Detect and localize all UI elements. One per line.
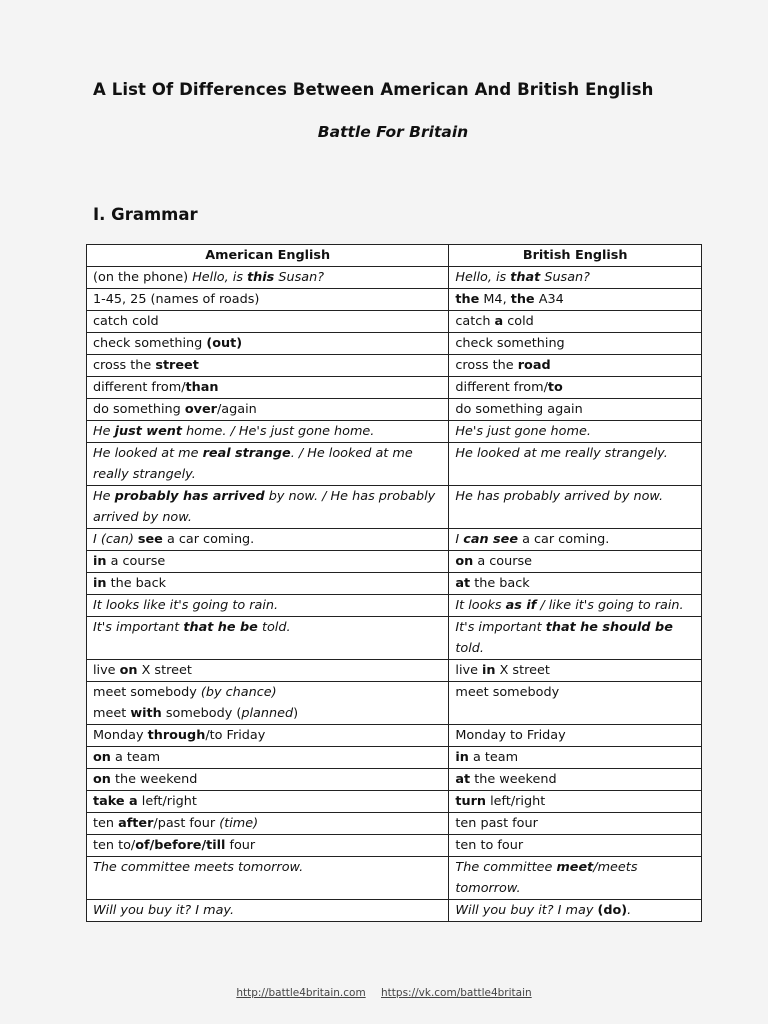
text-run: ten to four (455, 838, 524, 853)
text-run: to (547, 380, 563, 395)
text-run: a course (106, 554, 166, 569)
american-english-cell (87, 660, 449, 682)
british-english-cell (449, 813, 702, 835)
text-run: the (510, 292, 535, 307)
text-run: through (147, 728, 206, 743)
text-run: / like it's going to rain. (536, 598, 684, 613)
text-run: M4, (479, 292, 511, 307)
text-run: Will you buy it? I may. (93, 903, 235, 918)
text-run: 1-45, 25 (names of roads) (93, 292, 260, 307)
text-run: just went (114, 424, 182, 439)
table-row (87, 682, 702, 725)
text-run: at (455, 576, 471, 591)
british-english-cell (449, 791, 702, 813)
header-american-english: American English (87, 245, 449, 267)
text-run: road (517, 358, 551, 373)
text-run: Hello, is (455, 270, 511, 285)
british-english-cell (449, 900, 702, 922)
table-row (87, 289, 702, 311)
american-english-cell (87, 857, 449, 900)
text-run: It looks like it's going to rain. (93, 598, 279, 613)
american-english-cell (87, 355, 449, 377)
american-english-cell (87, 529, 449, 551)
text-run: meet (556, 860, 594, 875)
american-english-cell (87, 443, 449, 486)
text-run: Susan? (274, 270, 325, 285)
text-run: He looked at me (93, 446, 203, 461)
text-run: with (130, 706, 162, 721)
british-english-cell (449, 857, 702, 900)
section-heading-grammar: I. Grammar (93, 205, 198, 224)
text-run: The committee (455, 860, 557, 875)
text-run: the back (470, 576, 530, 591)
text-run: as if (505, 598, 537, 613)
text-run: meet somebody (93, 685, 201, 700)
text-run: do something (93, 402, 185, 417)
text-run: different from/ (93, 380, 186, 395)
text-run: take a (93, 794, 138, 809)
text-run: ) (293, 706, 299, 721)
text-run: cross the (93, 358, 156, 373)
text-run: on (93, 750, 111, 765)
british-english-cell (449, 682, 702, 725)
american-english-cell (87, 595, 449, 617)
text-run: the back (106, 576, 167, 591)
american-english-cell (87, 769, 449, 791)
text-run: that he be (183, 620, 258, 635)
text-run: check something (455, 336, 565, 351)
table-row (87, 813, 702, 835)
text-run: live (455, 663, 483, 678)
text-run: real strange (202, 446, 291, 461)
text-run: (do) (597, 903, 628, 918)
table-body (87, 267, 702, 922)
british-english-cell (449, 377, 702, 399)
text-run: (time) (219, 816, 259, 831)
table-row (87, 769, 702, 791)
american-english-cell (87, 399, 449, 421)
text-run: a team (110, 750, 161, 765)
text-run: a car coming. (162, 532, 255, 547)
american-english-cell (87, 900, 449, 922)
american-english-cell (87, 813, 449, 835)
table-row (87, 443, 702, 486)
table-row (87, 399, 702, 421)
text-run: The committee meets tomorrow. (93, 860, 304, 875)
text-run: street (155, 358, 199, 373)
text-run: /meets tomorrow. (455, 860, 638, 896)
text-run: left/right (486, 794, 546, 809)
text-run: catch (455, 314, 495, 329)
american-english-cell (87, 835, 449, 857)
text-run: He's just gone home. (455, 424, 591, 439)
text-run: (by chance) (200, 685, 277, 700)
header-british-english: British English (449, 245, 702, 267)
american-english-cell (87, 573, 449, 595)
table-row (87, 900, 702, 922)
british-english-cell (449, 355, 702, 377)
text-run: live (93, 663, 120, 678)
american-english-cell (87, 486, 449, 529)
text-run: on (119, 663, 138, 678)
text-run: It's important (93, 620, 184, 635)
text-run: can see (463, 532, 518, 547)
british-english-cell (449, 725, 702, 747)
table-row (87, 311, 702, 333)
table-row (87, 421, 702, 443)
text-run: in (482, 663, 496, 678)
text-run: over (184, 402, 217, 417)
british-english-cell (449, 399, 702, 421)
text-run: the (455, 292, 480, 307)
text-run: left/right (137, 794, 197, 809)
text-run: cold (503, 314, 534, 329)
british-english-cell (449, 486, 702, 529)
text-run: a team (468, 750, 519, 765)
text-run: home. / He's just gone home. (182, 424, 375, 439)
text-run: /to Friday (205, 728, 266, 743)
text-run: different from/ (455, 380, 548, 395)
american-english-cell (87, 617, 449, 660)
american-english-cell (87, 333, 449, 355)
table-row (87, 791, 702, 813)
text-run: check something (93, 336, 207, 351)
text-run: /past four (153, 816, 220, 831)
text-run: . / He looked at me really strangely. (93, 446, 413, 482)
table-row (87, 595, 702, 617)
text-run: told. (257, 620, 291, 635)
text-run: ten to/ (93, 838, 136, 853)
text-run: somebody ( (161, 706, 242, 721)
document-subtitle: Battle For Britain (317, 123, 469, 141)
text-run: It's important (455, 620, 546, 635)
text-run: X street (137, 663, 192, 678)
footer (0, 987, 768, 999)
text-run: of/before/till (135, 838, 226, 853)
text-run: A34 (534, 292, 564, 307)
british-english-cell (449, 595, 702, 617)
text-run: meet somebody (455, 685, 560, 700)
text-run: (on the phone) (93, 270, 193, 285)
british-english-cell (449, 333, 702, 355)
british-english-cell (449, 617, 702, 660)
text-run: probably has arrived (114, 489, 265, 504)
text-run: ten (93, 816, 119, 831)
text-run: He (93, 489, 115, 504)
text-run: I (can) (93, 532, 138, 547)
text-run: that he should be (545, 620, 673, 635)
text-run: catch cold (93, 314, 159, 329)
table-row (87, 747, 702, 769)
british-english-cell (449, 529, 702, 551)
table-row (87, 551, 702, 573)
british-english-cell (449, 421, 702, 443)
text-run: after (118, 816, 154, 831)
british-english-cell (449, 551, 702, 573)
text-run: He (93, 424, 115, 439)
american-english-cell (87, 421, 449, 443)
text-run: the weekend (110, 772, 198, 787)
text-run: He looked at me really strangely. (455, 446, 668, 461)
text-run: a car coming. (518, 532, 610, 547)
text-run: (out) (206, 336, 243, 351)
text-run: Monday (93, 728, 148, 743)
table-row (87, 573, 702, 595)
footer-link-vk[interactable]: https://vk.com/battle4britain (381, 987, 532, 999)
text-run: . (627, 903, 632, 918)
american-english-cell (87, 551, 449, 573)
text-run: Hello, is (192, 270, 248, 285)
british-english-cell (449, 311, 702, 333)
text-run: I (455, 532, 464, 547)
text-run: Susan? (540, 270, 590, 285)
table-row (87, 835, 702, 857)
text-run: in (93, 576, 107, 591)
american-english-cell (87, 311, 449, 333)
american-english-cell (87, 267, 449, 289)
american-english-cell (87, 747, 449, 769)
text-run: a course (473, 554, 533, 569)
table-row (87, 857, 702, 900)
text-run: this (247, 270, 275, 285)
table-row (87, 333, 702, 355)
text-run: turn (455, 794, 487, 809)
american-english-cell (87, 377, 449, 399)
text-run: a (494, 314, 504, 329)
british-english-cell (449, 835, 702, 857)
text-run: ten past four (455, 816, 538, 831)
text-run: the weekend (470, 772, 557, 787)
text-run: by now. / He has probably arrived by now. (93, 489, 436, 525)
grammar-comparison-table (86, 244, 702, 922)
table-row (87, 355, 702, 377)
text-run: X street (495, 663, 550, 678)
footer-link-website[interactable]: http://battle4britain.com (236, 987, 366, 999)
text-run: at (455, 772, 471, 787)
text-run: see (137, 532, 163, 547)
text-run: four (225, 838, 256, 853)
table-header-row (87, 245, 702, 267)
british-english-cell (449, 573, 702, 595)
text-run: on (455, 554, 474, 569)
text-run: cross the (455, 358, 518, 373)
text-run: He has probably arrived by now. (455, 489, 664, 504)
text-run: Monday to Friday (455, 728, 566, 743)
text-run: It looks (455, 598, 506, 613)
british-english-cell (449, 747, 702, 769)
american-english-cell (87, 289, 449, 311)
text-run: Will you buy it? I may (455, 903, 598, 918)
document-title: A List Of Differences Between American And British English (93, 80, 654, 99)
table-row (87, 267, 702, 289)
text-run: do something again (455, 402, 583, 417)
british-english-cell (449, 267, 702, 289)
american-english-cell (87, 682, 449, 725)
british-english-cell (449, 289, 702, 311)
text-run: meet (93, 706, 131, 721)
table-row (87, 660, 702, 682)
british-english-cell (449, 660, 702, 682)
text-run: that (510, 270, 541, 285)
table-row (87, 617, 702, 660)
table-row (87, 486, 702, 529)
text-run: in (455, 750, 469, 765)
british-english-cell (449, 443, 702, 486)
american-english-cell (87, 791, 449, 813)
british-english-cell (449, 769, 702, 791)
text-run: /again (216, 402, 257, 417)
text-run: in (93, 554, 107, 569)
table-row (87, 725, 702, 747)
table-row (87, 377, 702, 399)
american-english-cell (87, 725, 449, 747)
text-run: told. (455, 641, 484, 656)
text-run: than (185, 380, 219, 395)
text-run: on (93, 772, 111, 787)
text-run: planned (241, 706, 294, 721)
table-row (87, 529, 702, 551)
